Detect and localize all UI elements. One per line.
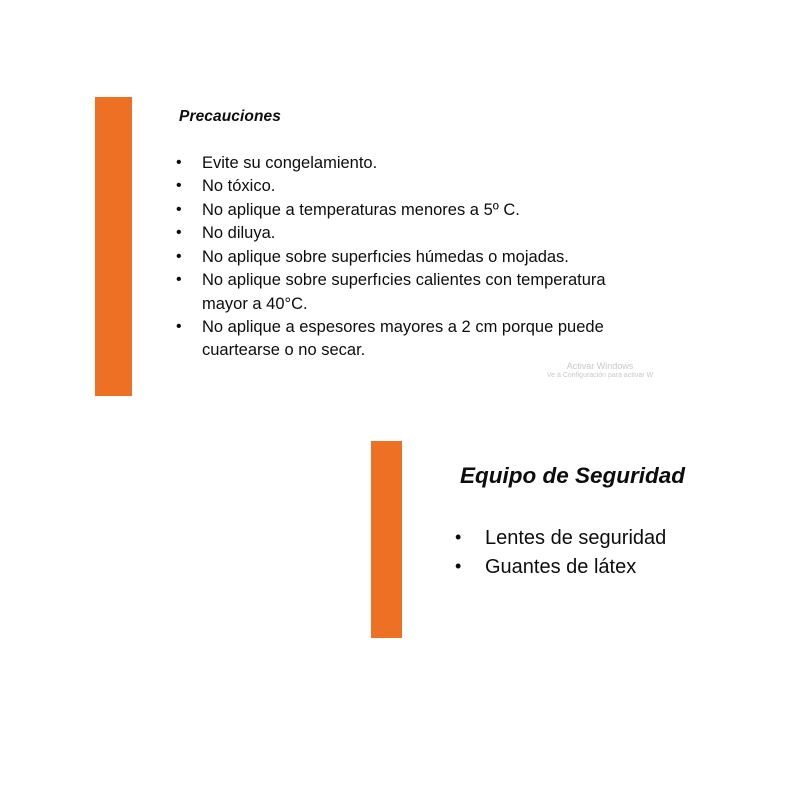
watermark-subtitle: Ve a Configuración para activar W (546, 372, 654, 380)
list-item-label: No aplique a espesores mayores a 2 cm porque puede cuartearse o no secar. (202, 317, 604, 360)
list-item (176, 316, 636, 363)
heading-equipo-de-seguridad: Equipo de Seguridad (460, 463, 686, 488)
list-item (176, 222, 636, 245)
bullet-icon: • (176, 224, 182, 242)
watermark-title: Activar Windows (566, 361, 634, 371)
list-item-label: No diluya. (202, 224, 276, 243)
list-item-label: No tóxico. (202, 177, 276, 196)
bullet-icon: • (176, 271, 182, 289)
accent-bar-precauciones (95, 97, 132, 396)
list-precauciones (176, 152, 636, 363)
section-equipo-de-seguridad (0, 420, 800, 650)
list-item-label: Guantes de látex (485, 556, 637, 578)
list-item (455, 553, 775, 582)
list-item (176, 175, 636, 198)
bullet-icon: • (176, 154, 182, 171)
bullet-icon: • (176, 177, 182, 195)
list-item (176, 152, 636, 175)
list-item-label: No aplique sobre superfıcies húmedas o mojadas. (202, 247, 569, 266)
list-item (176, 246, 636, 269)
list-item (176, 199, 636, 222)
list-equipo-de-seguridad (455, 524, 775, 582)
windows-activation-watermark (505, 361, 695, 381)
list-item-label: No aplique sobre superfıcies calientes con temperatura mayor a 40°C. (202, 271, 606, 313)
list-item-label: Evite su congelamiento. (202, 154, 378, 172)
bullet-icon: • (176, 317, 182, 335)
list-item-label: No aplique a temperaturas menores a 5º C. (202, 200, 520, 219)
bullet-icon: • (455, 527, 462, 547)
bullet-icon: • (176, 247, 182, 265)
list-item (176, 269, 636, 316)
list-item (455, 524, 775, 553)
list-item-label: Lentes de seguridad (485, 527, 667, 549)
accent-bar-equipo (371, 441, 402, 638)
bullet-icon: • (455, 556, 462, 576)
heading-precauciones: Precauciones (179, 108, 282, 125)
bullet-icon: • (176, 200, 182, 218)
